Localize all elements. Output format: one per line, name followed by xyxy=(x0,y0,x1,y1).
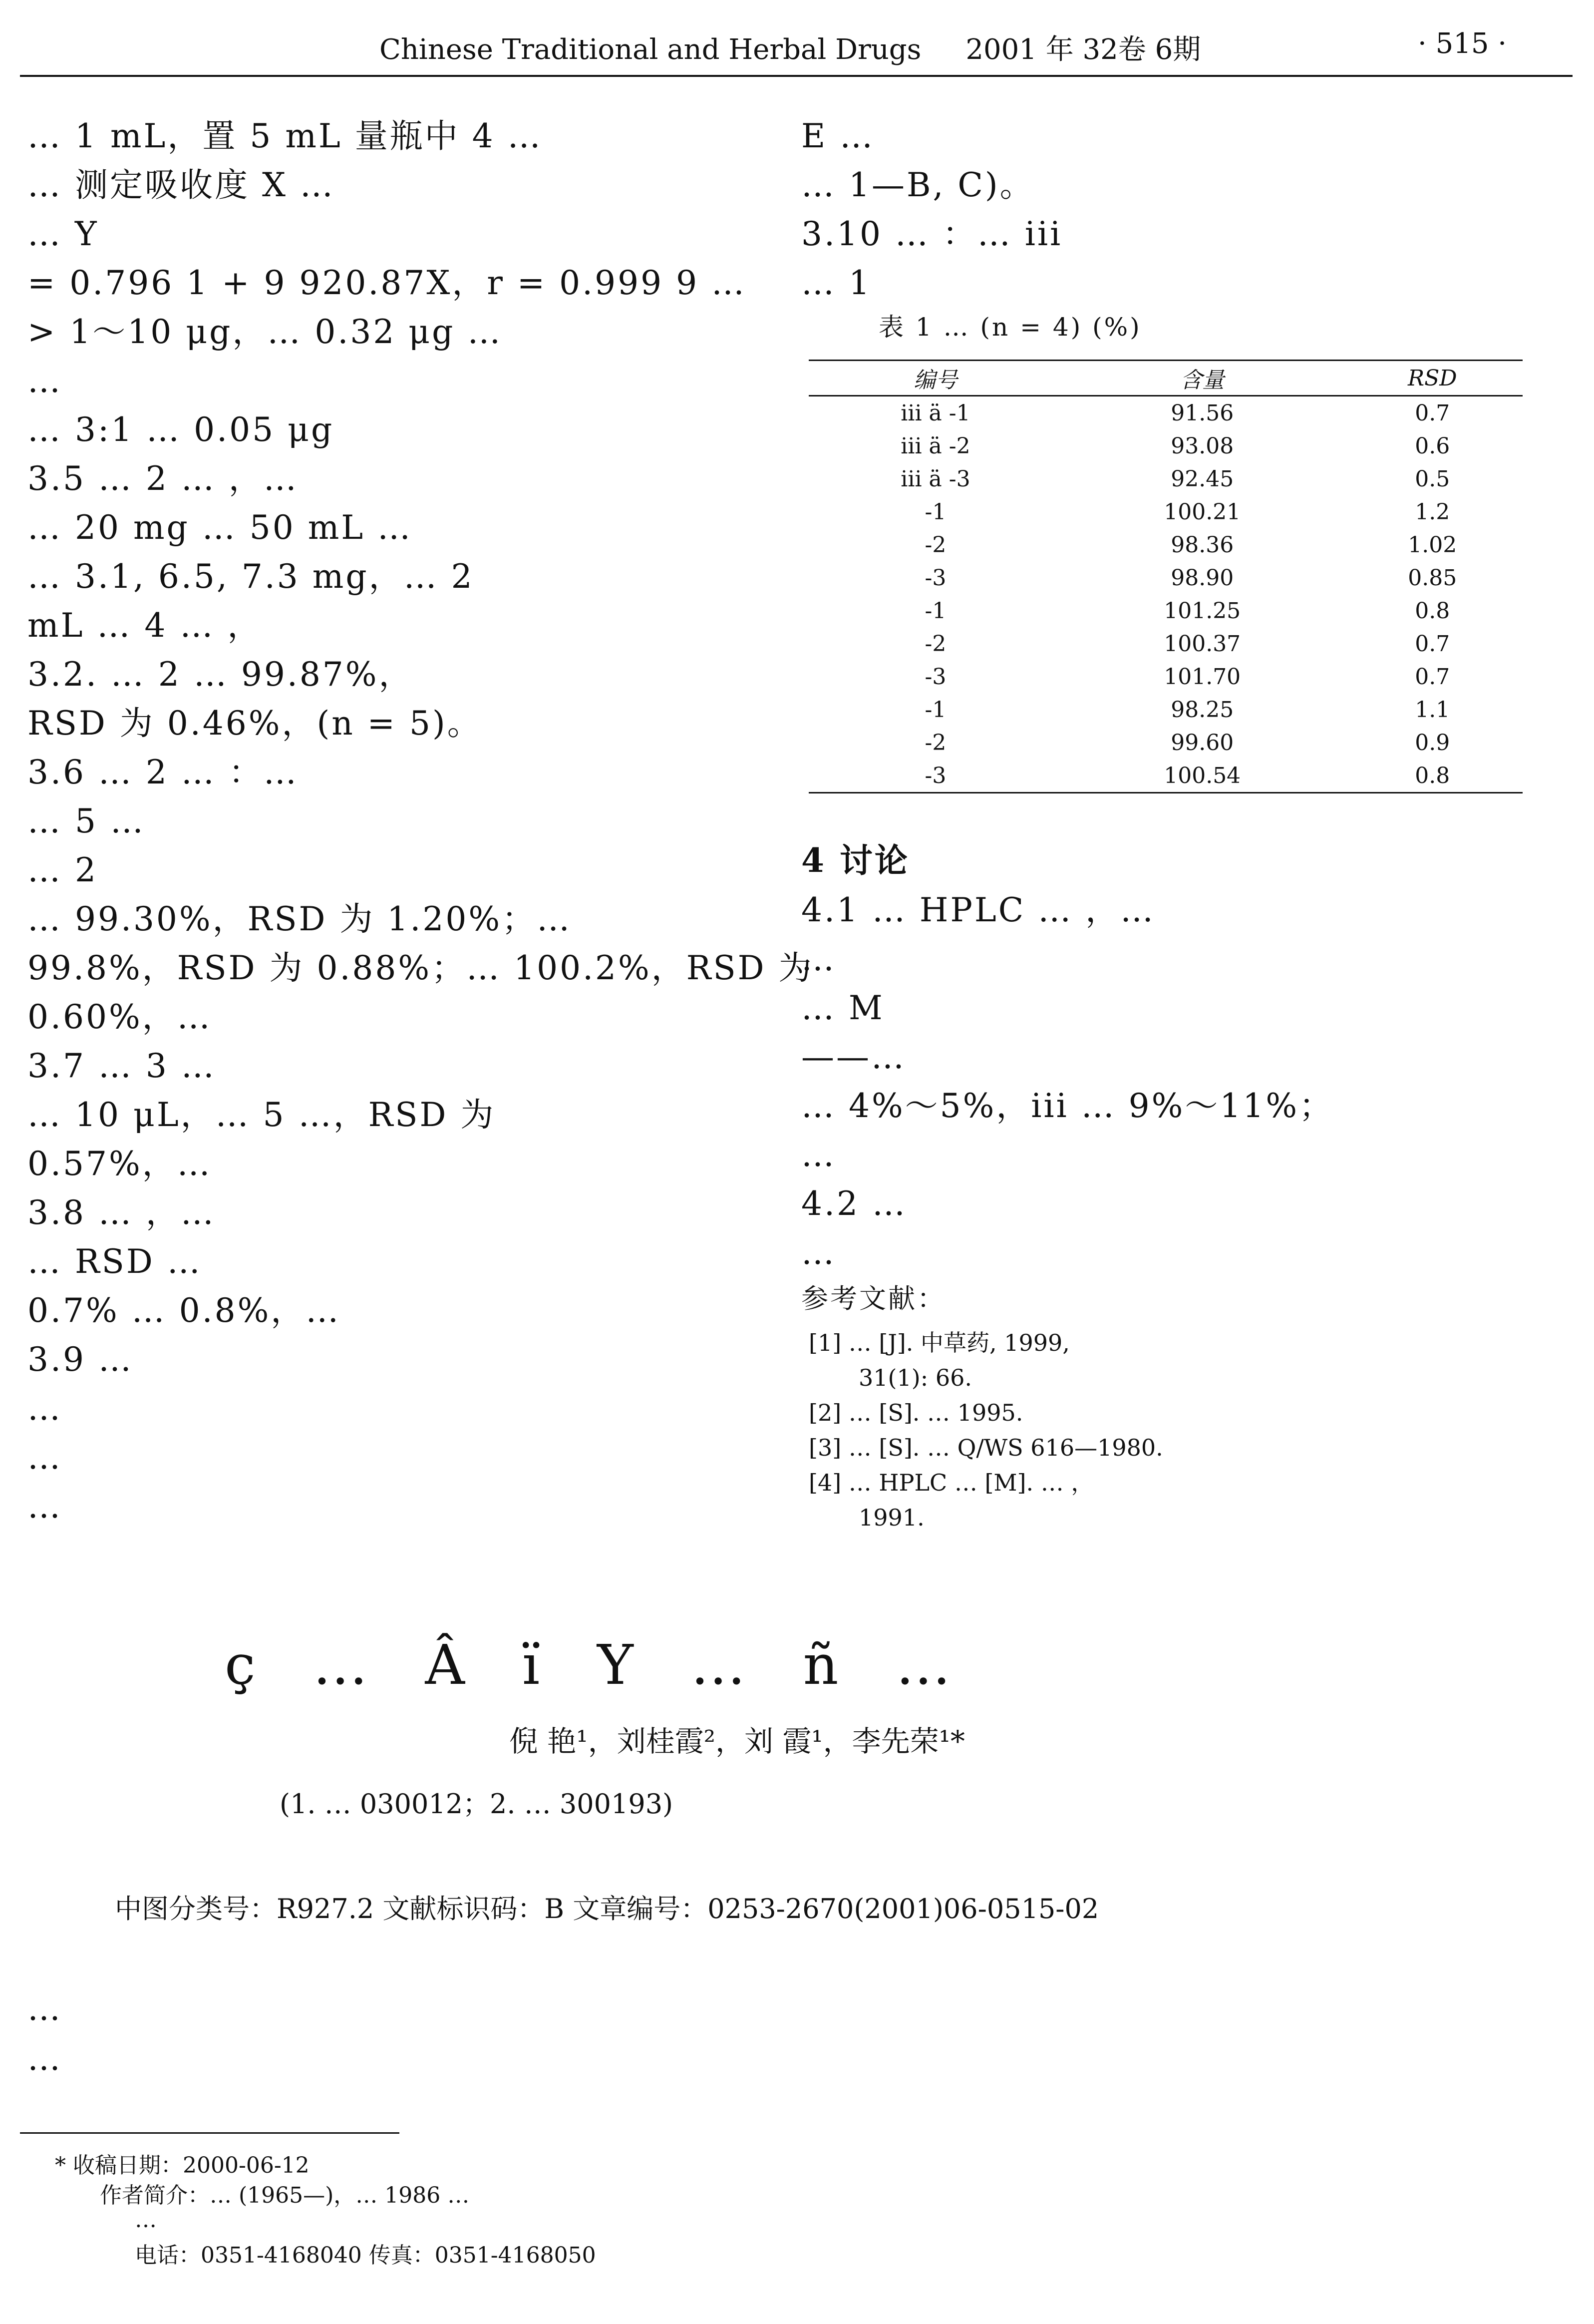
cell-rsd: 0.85 xyxy=(1408,565,1457,591)
cell-content: 100.37 xyxy=(1164,631,1241,657)
cell-rsd: 0.7 xyxy=(1415,400,1450,426)
reference-item: [4] … HPLC … [M]. … ， xyxy=(809,1469,1094,1496)
body-line: … 1 mL，置 5 mL 量瓶中 4 … xyxy=(27,117,543,155)
cell-content: 92.45 xyxy=(1171,466,1234,492)
cell-content: 98.90 xyxy=(1171,565,1234,591)
body-line: = 0.796 1 + 9 920.87X，r = 0.999 9 … xyxy=(27,264,747,302)
body-line: … 2 xyxy=(27,851,98,889)
contact-line: 电话：0351-4168040 传真：0351-4168050 xyxy=(135,2243,596,2268)
body-line: … 3:1 … 0.05 μg xyxy=(27,410,334,449)
table-header-row xyxy=(809,361,1523,396)
table-row xyxy=(809,528,1523,561)
volume-issue: 2001 年 32卷 6期 xyxy=(965,33,1201,66)
cell-id: -1 xyxy=(925,598,947,624)
body-line: 4.2 … xyxy=(801,1184,907,1223)
journal-title: Chinese Traditional and Herbal Drugs xyxy=(379,33,922,66)
classification-line: 中图分类号：R927.2 文献标识码：B 文章编号：0253-2670(2001)06-0515-02 xyxy=(115,1893,1099,1925)
cell-id: -3 xyxy=(925,664,947,690)
cell-rsd: 1.1 xyxy=(1415,697,1450,723)
section-heading: 4 讨论 xyxy=(801,841,910,880)
cell-id: -1 xyxy=(925,499,947,525)
cell-content: 100.54 xyxy=(1164,763,1241,788)
col-header: 含量 xyxy=(1062,361,1342,396)
body-line: … xyxy=(27,1487,62,1526)
body-line: 4.1 … HPLC … ，… xyxy=(801,891,1156,929)
body-line: … xyxy=(801,1233,836,1272)
cell-rsd: 1.02 xyxy=(1408,532,1457,558)
body-line: mL … 4 … ， xyxy=(27,606,263,645)
body-line: … xyxy=(27,1438,62,1477)
table-caption: 表 1 … (n = 4) (%) xyxy=(879,313,1142,342)
reference-item: [3] … [S]. … Q/WS 616—1980. xyxy=(809,1434,1163,1461)
cell-content: 101.25 xyxy=(1164,598,1241,624)
cell-id: iii ä -1 xyxy=(901,400,970,426)
body-line: 3.5 … 2 … ，… xyxy=(27,459,299,498)
author-bio: … xyxy=(135,2207,157,2233)
body-line: … Y xyxy=(27,215,99,253)
cell-rsd: 0.7 xyxy=(1415,664,1450,690)
cell-rsd: 0.8 xyxy=(1415,598,1450,624)
body-line: … 4%～5%，iii … 9%～11%； xyxy=(801,1087,1334,1125)
cell-id: -1 xyxy=(925,697,947,723)
table-row xyxy=(809,594,1523,627)
reference-item: 1991. xyxy=(859,1504,925,1531)
cell-content: 93.08 xyxy=(1171,433,1234,459)
page-number: · 515 · xyxy=(1418,27,1507,60)
cell-content: 99.60 xyxy=(1171,730,1234,756)
table-row xyxy=(809,429,1523,462)
body-line: … 1 xyxy=(801,264,872,302)
body-line: RSD 为 0.46%，(n = 5)。 xyxy=(27,704,482,743)
cell-rsd: 0.7 xyxy=(1415,631,1450,657)
table-row xyxy=(809,561,1523,594)
table-row xyxy=(809,396,1523,430)
running-header xyxy=(379,27,1201,67)
body-line: … 1—B, C)。 xyxy=(801,166,1035,204)
cell-content: 98.25 xyxy=(1171,697,1234,723)
cell-id: -3 xyxy=(925,763,947,788)
table-row xyxy=(809,759,1523,793)
received-date: * 收稿日期：2000-06-12 xyxy=(55,2153,310,2178)
body-line: … 10 μL，… 5 …，RSD 为 xyxy=(27,1096,496,1134)
body-line: … xyxy=(27,1389,62,1428)
reference-item: [1] … [J]. 中草药, 1999, xyxy=(809,1329,1070,1356)
body-line: 3.10 … ：… iii xyxy=(801,215,1063,253)
cell-id: -3 xyxy=(925,565,947,591)
col-header: 编号 xyxy=(809,361,1062,396)
author-bio: 作者简介：… (1965—)，… 1986 … xyxy=(100,2183,470,2208)
cell-id: iii ä -2 xyxy=(901,433,970,459)
body-line: E … xyxy=(801,117,875,155)
table-row xyxy=(809,693,1523,726)
body-line: … xyxy=(27,362,62,400)
body-line: … 测定吸收度 X … xyxy=(27,166,335,204)
body-line: ——… xyxy=(801,1038,906,1076)
body-line: … xyxy=(27,1989,62,2028)
footnote-rule xyxy=(20,2132,399,2134)
body-line: … 3.1, 6.5, 7.3 mg，… 2 xyxy=(27,557,474,596)
cell-id: -2 xyxy=(925,730,947,756)
cell-rsd: 0.5 xyxy=(1415,466,1450,492)
cell-id: iii ä -3 xyxy=(901,466,970,492)
table-row xyxy=(809,660,1523,693)
body-line: 0.57%，… xyxy=(27,1145,212,1183)
body-line: 3.7 … 3 … xyxy=(27,1047,216,1085)
cell-rsd: 1.2 xyxy=(1415,499,1450,525)
body-line: … RSD … xyxy=(27,1242,202,1281)
body-line: 3.9 … xyxy=(27,1340,133,1379)
body-line: … 99.30%，RSD 为 1.20%；… xyxy=(27,900,572,938)
body-line: 0.60%，… xyxy=(27,998,212,1036)
references-heading: 参考文献： xyxy=(801,1283,946,1314)
body-line: … xyxy=(801,940,836,978)
body-line: … xyxy=(801,1136,836,1174)
body-line: 0.7% … 0.8%，… xyxy=(27,1291,341,1330)
body-line: 3.2. … 2 … 99.87%， xyxy=(27,655,414,694)
body-line: 3.6 … 2 … ：… xyxy=(27,753,299,791)
body-line: … xyxy=(27,2039,62,2078)
cell-rsd: 0.8 xyxy=(1415,763,1450,788)
body-line: … 20 mg … 50 mL … xyxy=(27,508,413,547)
article-title: ç … Â ï Y … ñ … xyxy=(225,1633,971,1697)
data-table xyxy=(809,360,1523,793)
article-authors: 倪 艳¹，刘桂霞²，刘 霞¹，李先荣¹* xyxy=(509,1724,965,1758)
cell-rsd: 0.6 xyxy=(1415,433,1450,459)
cell-id: -2 xyxy=(925,532,947,558)
article-affiliation: (1. … 030012；2. … 300193) xyxy=(280,1788,673,1820)
table-row xyxy=(809,627,1523,660)
cell-content: 91.56 xyxy=(1171,400,1234,426)
cell-content: 101.70 xyxy=(1164,664,1241,690)
table-row xyxy=(809,462,1523,495)
cell-content: 100.21 xyxy=(1164,499,1241,525)
col-header: RSD xyxy=(1342,361,1523,396)
body-line: > 1～10 μg，… 0.32 μg … xyxy=(27,313,503,351)
body-line: 3.8 … ，… xyxy=(27,1193,216,1232)
cell-id: -2 xyxy=(925,631,947,657)
body-line: … M xyxy=(801,989,885,1027)
reference-item: 31(1): 66. xyxy=(859,1364,972,1391)
body-line: … 5 … xyxy=(27,802,145,840)
header-rule xyxy=(20,75,1573,77)
body-line: 99.8%，RSD 为 0.88%；… 100.2%，RSD 为 xyxy=(27,949,814,987)
cell-content: 98.36 xyxy=(1171,532,1234,558)
table-row xyxy=(809,726,1523,759)
cell-rsd: 0.9 xyxy=(1415,730,1450,756)
reference-item: [2] … [S]. … 1995. xyxy=(809,1399,1023,1426)
table-row xyxy=(809,495,1523,528)
